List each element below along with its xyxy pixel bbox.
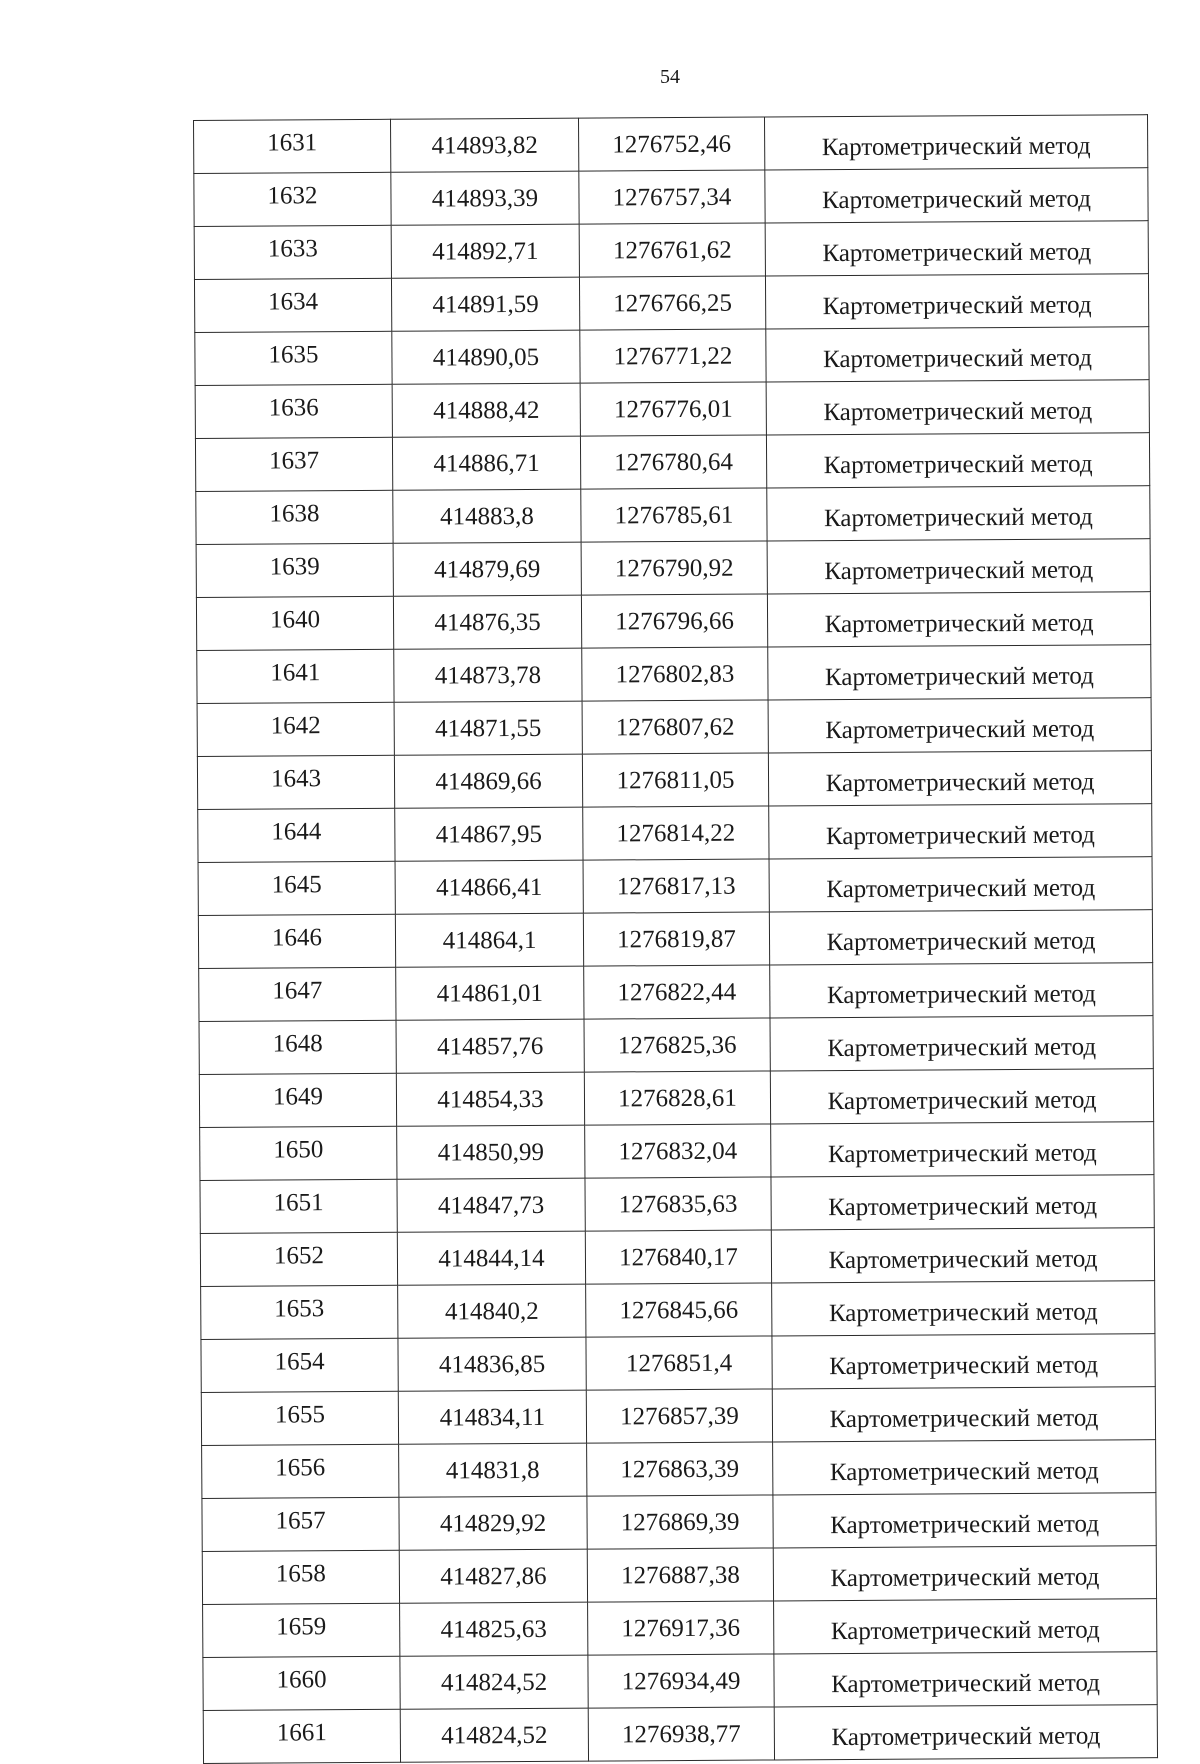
method-cell: Картометрический метод (771, 1122, 1154, 1177)
y-coordinate-cell: 1276757,34 (579, 170, 765, 224)
x-coordinate-cell: 414879,69 (393, 542, 581, 596)
table-row (195, 433, 1149, 492)
point-number-cell: 1657 (202, 1497, 399, 1551)
x-coordinate-cell: 414893,39 (391, 171, 579, 225)
y-coordinate-cell: 1276828,61 (584, 1071, 770, 1125)
x-coordinate-cell: 414834,11 (398, 1390, 586, 1444)
table-row (202, 1440, 1156, 1499)
table-row (194, 168, 1148, 227)
point-number-cell: 1638 (196, 490, 393, 544)
point-number-cell: 1656 (202, 1444, 399, 1498)
method-cell: Картометрический метод (767, 539, 1150, 594)
method-cell: Картометрический метод (772, 1387, 1155, 1442)
table-row (195, 380, 1149, 439)
point-number-cell: 1636 (195, 384, 392, 438)
method-cell: Картометрический метод (773, 1493, 1156, 1548)
point-number-cell: 1647 (199, 967, 396, 1021)
method-cell: Картометрический метод (765, 168, 1148, 223)
method-cell: Картометрический метод (770, 963, 1153, 1018)
y-coordinate-cell: 1276863,39 (587, 1442, 773, 1496)
x-coordinate-cell: 414825,63 (400, 1602, 588, 1656)
x-coordinate-cell: 414867,95 (395, 807, 583, 861)
table-row (198, 857, 1152, 916)
coordinates-table-body (194, 115, 1158, 1764)
point-number-cell: 1652 (200, 1232, 397, 1286)
x-coordinate-cell: 414871,55 (394, 701, 582, 755)
method-cell: Картометрический метод (768, 698, 1151, 753)
y-coordinate-cell: 1276819,87 (583, 912, 769, 966)
method-cell: Картометрический метод (772, 1281, 1155, 1336)
y-coordinate-cell: 1276835,63 (585, 1177, 771, 1231)
y-coordinate-cell: 1276825,36 (584, 1018, 770, 1072)
x-coordinate-cell: 414893,82 (390, 118, 578, 172)
y-coordinate-cell: 1276822,44 (584, 965, 770, 1019)
y-coordinate-cell: 1276802,83 (582, 647, 768, 701)
method-cell: Картометрический метод (771, 1175, 1154, 1230)
point-number-cell: 1637 (195, 437, 392, 491)
point-number-cell: 1654 (201, 1338, 398, 1392)
point-number-cell: 1642 (197, 702, 394, 756)
table-row (200, 1175, 1154, 1234)
table-row (197, 751, 1151, 810)
point-number-cell: 1633 (194, 225, 391, 279)
table-row (194, 274, 1148, 333)
x-coordinate-cell: 414824,52 (400, 1655, 588, 1709)
method-cell: Картометрический метод (771, 1228, 1154, 1283)
y-coordinate-cell: 1276796,66 (581, 594, 767, 648)
y-coordinate-cell: 1276938,77 (588, 1707, 774, 1761)
table-row (197, 645, 1151, 704)
method-cell: Картометрический метод (774, 1652, 1157, 1707)
point-number-cell: 1661 (203, 1709, 400, 1763)
point-number-cell: 1632 (194, 172, 391, 226)
method-cell: Картометрический метод (769, 804, 1152, 859)
y-coordinate-cell: 1276752,46 (578, 117, 764, 171)
point-number-cell: 1653 (201, 1285, 398, 1339)
method-cell: Картометрический метод (772, 1334, 1155, 1389)
x-coordinate-cell: 414883,8 (393, 489, 581, 543)
table-row (203, 1652, 1157, 1711)
point-number-cell: 1645 (198, 861, 395, 915)
method-cell: Картометрический метод (774, 1705, 1157, 1760)
method-cell: Картометрический метод (765, 274, 1148, 329)
table-row (203, 1599, 1157, 1658)
method-cell: Картометрический метод (766, 433, 1149, 488)
table-row (196, 539, 1150, 598)
x-coordinate-cell: 414886,71 (392, 436, 580, 490)
method-cell: Картометрический метод (769, 857, 1152, 912)
x-coordinate-cell: 414869,66 (394, 754, 582, 808)
x-coordinate-cell: 414827,86 (399, 1549, 587, 1603)
method-cell: Картометрический метод (768, 645, 1151, 700)
x-coordinate-cell: 414866,41 (395, 860, 583, 914)
x-coordinate-cell: 414890,05 (392, 330, 580, 384)
table-row (197, 698, 1151, 757)
table-row (201, 1281, 1155, 1340)
point-number-cell: 1646 (198, 914, 395, 968)
method-cell: Картометрический метод (765, 221, 1148, 276)
y-coordinate-cell: 1276840,17 (585, 1230, 771, 1284)
table-row (196, 486, 1150, 545)
x-coordinate-cell: 414840,2 (398, 1284, 586, 1338)
y-coordinate-cell: 1276785,61 (581, 488, 767, 542)
table-row (202, 1546, 1156, 1605)
table-row (195, 327, 1149, 386)
point-number-cell: 1659 (203, 1603, 400, 1657)
method-cell: Картометрический метод (767, 486, 1150, 541)
y-coordinate-cell: 1276811,05 (582, 753, 768, 807)
page-number: 54 (660, 66, 680, 88)
point-number-cell: 1649 (199, 1073, 396, 1127)
point-number-cell: 1644 (198, 808, 395, 862)
x-coordinate-cell: 414850,99 (397, 1125, 585, 1179)
coordinates-table (193, 114, 1158, 1764)
y-coordinate-cell: 1276832,04 (585, 1124, 771, 1178)
y-coordinate-cell: 1276790,92 (581, 541, 767, 595)
x-coordinate-cell: 414831,8 (399, 1443, 587, 1497)
x-coordinate-cell: 414891,59 (391, 277, 579, 331)
point-number-cell: 1639 (196, 543, 393, 597)
point-number-cell: 1651 (200, 1179, 397, 1233)
y-coordinate-cell: 1276814,22 (583, 806, 769, 860)
table-row (199, 1069, 1153, 1128)
point-number-cell: 1658 (202, 1550, 399, 1604)
point-number-cell: 1660 (203, 1656, 400, 1710)
method-cell: Картометрический метод (766, 327, 1149, 382)
method-cell: Картометрический метод (769, 910, 1152, 965)
method-cell: Картометрический метод (774, 1599, 1157, 1654)
x-coordinate-cell: 414854,33 (396, 1072, 584, 1126)
table-row (196, 592, 1150, 651)
table-row (199, 1016, 1153, 1075)
x-coordinate-cell: 414836,85 (398, 1337, 586, 1391)
table-row (199, 963, 1153, 1022)
method-cell: Картометрический метод (764, 115, 1147, 170)
point-number-cell: 1640 (196, 596, 393, 650)
y-coordinate-cell: 1276807,62 (582, 700, 768, 754)
y-coordinate-cell: 1276845,66 (586, 1283, 772, 1337)
x-coordinate-cell: 414847,73 (397, 1178, 585, 1232)
y-coordinate-cell: 1276887,38 (587, 1548, 773, 1602)
x-coordinate-cell: 414873,78 (394, 648, 582, 702)
y-coordinate-cell: 1276817,13 (583, 859, 769, 913)
y-coordinate-cell: 1276917,36 (588, 1601, 774, 1655)
method-cell: Картометрический метод (773, 1440, 1156, 1495)
point-number-cell: 1650 (200, 1126, 397, 1180)
table-row (194, 115, 1148, 174)
point-number-cell: 1648 (199, 1020, 396, 1074)
method-cell: Картометрический метод (768, 751, 1151, 806)
table-row (201, 1387, 1155, 1446)
table-row (200, 1122, 1154, 1181)
method-cell: Картометрический метод (773, 1546, 1156, 1601)
x-coordinate-cell: 414864,1 (395, 913, 583, 967)
table-row (194, 221, 1148, 280)
y-coordinate-cell: 1276851,4 (586, 1336, 772, 1390)
y-coordinate-cell: 1276869,39 (587, 1495, 773, 1549)
y-coordinate-cell: 1276857,39 (586, 1389, 772, 1443)
point-number-cell: 1643 (197, 755, 394, 809)
point-number-cell: 1634 (194, 278, 391, 332)
table-row (198, 910, 1152, 969)
y-coordinate-cell: 1276766,25 (579, 276, 765, 330)
table-row (203, 1705, 1157, 1764)
method-cell: Картометрический метод (770, 1069, 1153, 1124)
table-row (202, 1493, 1156, 1552)
table-row (201, 1334, 1155, 1393)
x-coordinate-cell: 414876,35 (393, 595, 581, 649)
x-coordinate-cell: 414829,92 (399, 1496, 587, 1550)
point-number-cell: 1635 (195, 331, 392, 385)
x-coordinate-cell: 414888,42 (392, 383, 580, 437)
method-cell: Картометрический метод (766, 380, 1149, 435)
y-coordinate-cell: 1276761,62 (579, 223, 765, 277)
y-coordinate-cell: 1276780,64 (580, 435, 766, 489)
table-row (198, 804, 1152, 863)
x-coordinate-cell: 414861,01 (396, 966, 584, 1020)
point-number-cell: 1641 (197, 649, 394, 703)
method-cell: Картометрический метод (767, 592, 1150, 647)
x-coordinate-cell: 414824,52 (400, 1708, 588, 1762)
y-coordinate-cell: 1276934,49 (588, 1654, 774, 1708)
table-row (200, 1228, 1154, 1287)
point-number-cell: 1655 (201, 1391, 398, 1445)
x-coordinate-cell: 414857,76 (396, 1019, 584, 1073)
point-number-cell: 1631 (194, 119, 391, 173)
x-coordinate-cell: 414892,71 (391, 224, 579, 278)
y-coordinate-cell: 1276771,22 (580, 329, 766, 383)
x-coordinate-cell: 414844,14 (397, 1231, 585, 1285)
method-cell: Картометрический метод (770, 1016, 1153, 1071)
y-coordinate-cell: 1276776,01 (580, 382, 766, 436)
